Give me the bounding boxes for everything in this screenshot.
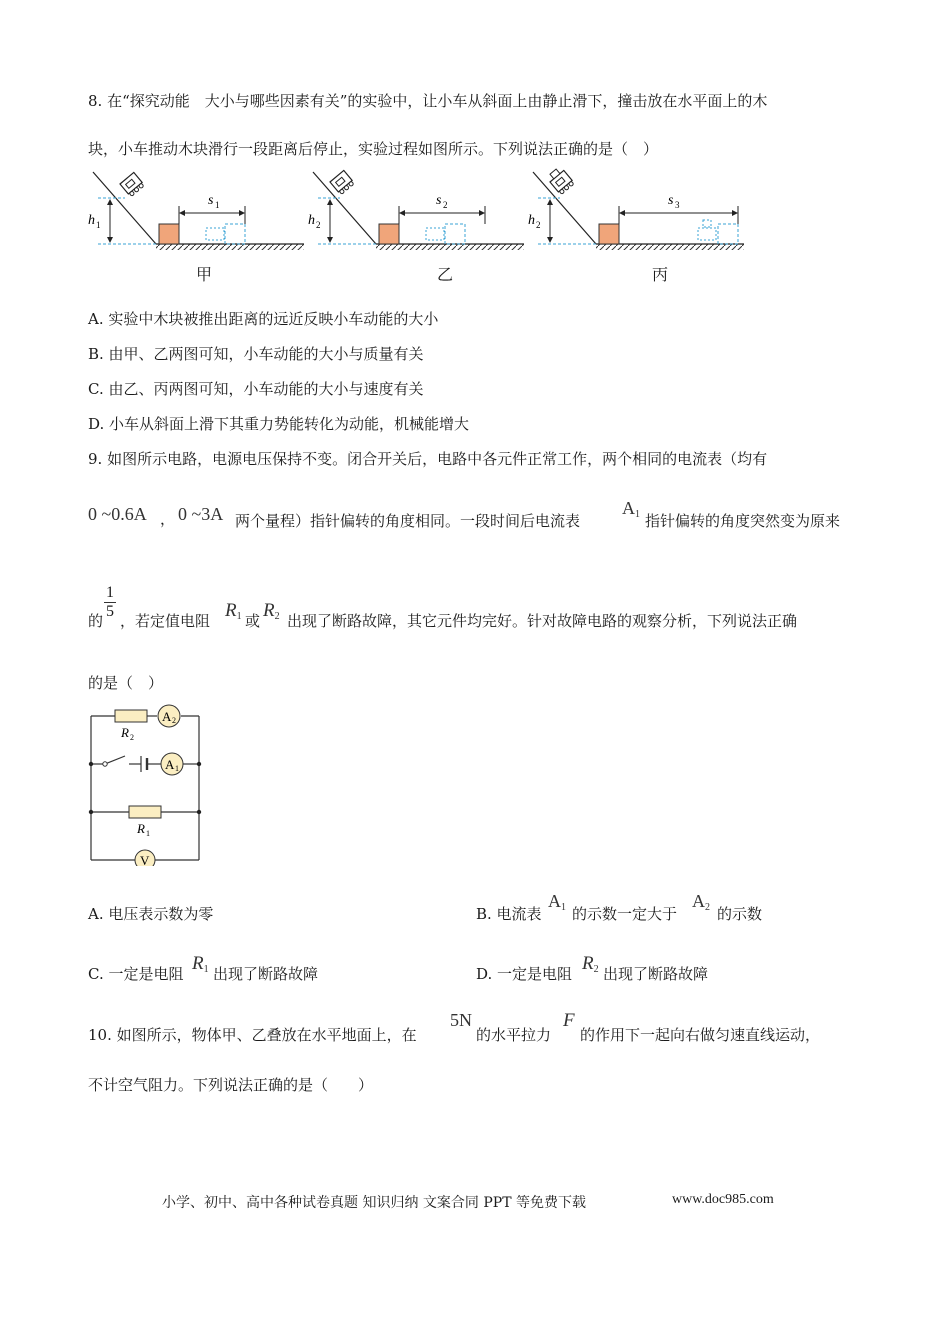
- svg-text:1: 1: [175, 764, 179, 773]
- q9-comma: ，: [160, 510, 176, 528]
- q9-stem-line2-mid: 两个量程）指针偏转的角度相同。一段时间后电流表: [235, 512, 581, 530]
- q9-stem-line1: 9. 如图所示电路，电源电压保持不变。闭合开关后，电路中各元件正常工作，两个相同的电流表（均有: [88, 450, 768, 468]
- figure-jia: [88, 172, 304, 250]
- q9-option-b-start: B. 电流表: [476, 905, 542, 923]
- q9-circuit-diagram: [85, 700, 210, 866]
- q9-line4: 的是（ ）: [88, 674, 164, 692]
- q9-option-c-end: 出现了断路故障: [213, 965, 319, 983]
- svg-text:s: s: [436, 193, 442, 208]
- svg-text:s: s: [668, 193, 674, 208]
- q10-stem-mid: 的水平拉力: [476, 1026, 552, 1044]
- svg-text:2: 2: [130, 733, 134, 742]
- svg-text:R: R: [121, 725, 129, 740]
- q8-option-b: B. 由甲、乙两图可知，小车动能的大小与质量有关: [88, 345, 424, 363]
- q8-option-c: C. 由乙、丙两图可知，小车动能的大小与速度有关: [88, 380, 424, 398]
- q9-line3-mid: ，若定值电阻: [120, 612, 211, 630]
- svg-text:2: 2: [443, 200, 448, 210]
- q9-option-b-end: 的示数: [717, 905, 763, 923]
- svg-text:1: 1: [96, 220, 101, 230]
- q10-force-symbol: F: [563, 1010, 575, 1031]
- svg-text:V: V: [140, 853, 150, 866]
- svg-text:2: 2: [172, 716, 176, 725]
- q9-or: 或: [245, 612, 261, 630]
- q9-range-1: 0 ~0.6A: [88, 504, 147, 524]
- svg-text:2: 2: [316, 220, 321, 230]
- footer-text: 小学、初中、高中各种试卷真题 知识归纳 文案合同 PPT 等免费下载: [162, 1195, 586, 1211]
- q9-r1-symbol: $R_1$: [225, 600, 242, 622]
- q8-option-d: D. 小车从斜面上滑下其重力势能转化为动能，机械能增大: [88, 415, 470, 433]
- q9-a1-symbol: $A_1$: [622, 498, 640, 520]
- figure-caption-yi: 乙: [437, 265, 454, 284]
- figure-caption-bing: 丙: [652, 265, 669, 284]
- q10-stem-start: 10. 如图所示，物体甲、乙叠放在水平地面上，在: [88, 1026, 417, 1044]
- q9-option-b-a2: $A_2$: [692, 891, 710, 913]
- q9-option-b-mid: 的示数一定大于: [572, 905, 678, 923]
- q9-option-b-a1: $A_1$: [548, 891, 566, 913]
- q8-stem-line2: 块，小车推动木块滑行一段距离后停止，实验过程如图所示。下列说法正确的是（ ）: [88, 140, 659, 158]
- q9-line3-start: 的: [88, 612, 104, 630]
- figure-yi: [308, 170, 524, 250]
- svg-text:A: A: [162, 709, 172, 724]
- q9-stem-line2-end: 指针偏转的角度突然变为原来: [645, 512, 841, 530]
- svg-text:h: h: [308, 213, 315, 228]
- figure-caption-jia: 甲: [196, 265, 213, 284]
- q9-option-d-start: D. 一定是电阻: [476, 965, 573, 983]
- q10-stem-end: 的作用下一起向右做匀速直线运动，: [580, 1026, 821, 1044]
- figure-bing: [528, 168, 744, 250]
- svg-text:3: 3: [675, 200, 680, 210]
- q9-option-d-end: 出现了断路故障: [603, 965, 709, 983]
- svg-text:s: s: [208, 193, 214, 208]
- q9-option-a: A. 电压表示数为零: [88, 905, 214, 923]
- q8-option-a: A. 实验中木块被推出距离的远近反映小车动能的大小: [88, 310, 439, 328]
- svg-text:1: 1: [215, 200, 220, 210]
- svg-text:2: 2: [536, 220, 541, 230]
- svg-text:A: A: [165, 757, 175, 772]
- q9-r2-symbol: $R_2$: [263, 600, 280, 622]
- q9-line3-end: 出现了断路故障，其它元件均完好。针对故障电路的观察分析，下列说法正确: [287, 612, 798, 630]
- q9-option-c-r1: $R_1$: [192, 953, 209, 975]
- q9-option-d-r2: $R_2$: [582, 953, 599, 975]
- q9-range-2: 0 ~3A: [178, 504, 224, 524]
- footer-url[interactable]: www.doc985.com: [672, 1192, 774, 1207]
- q10-force-value: 5N: [450, 1010, 472, 1030]
- svg-text:h: h: [528, 213, 535, 228]
- q9-fraction: 1 5: [106, 584, 114, 620]
- q9-option-c-start: C. 一定是电阻: [88, 965, 184, 983]
- q10-stem-line2: 不计空气阻力。下列说法正确的是（ ）: [88, 1076, 374, 1094]
- svg-text:1: 1: [146, 829, 150, 838]
- svg-text:h: h: [88, 213, 95, 228]
- svg-text:R: R: [137, 821, 145, 836]
- q8-stem-line1: 8. 在“探究动能 大小与哪些因素有关”的实验中，让小车从斜面上由静止滑下，撞击放在水平面上的木: [88, 92, 768, 110]
